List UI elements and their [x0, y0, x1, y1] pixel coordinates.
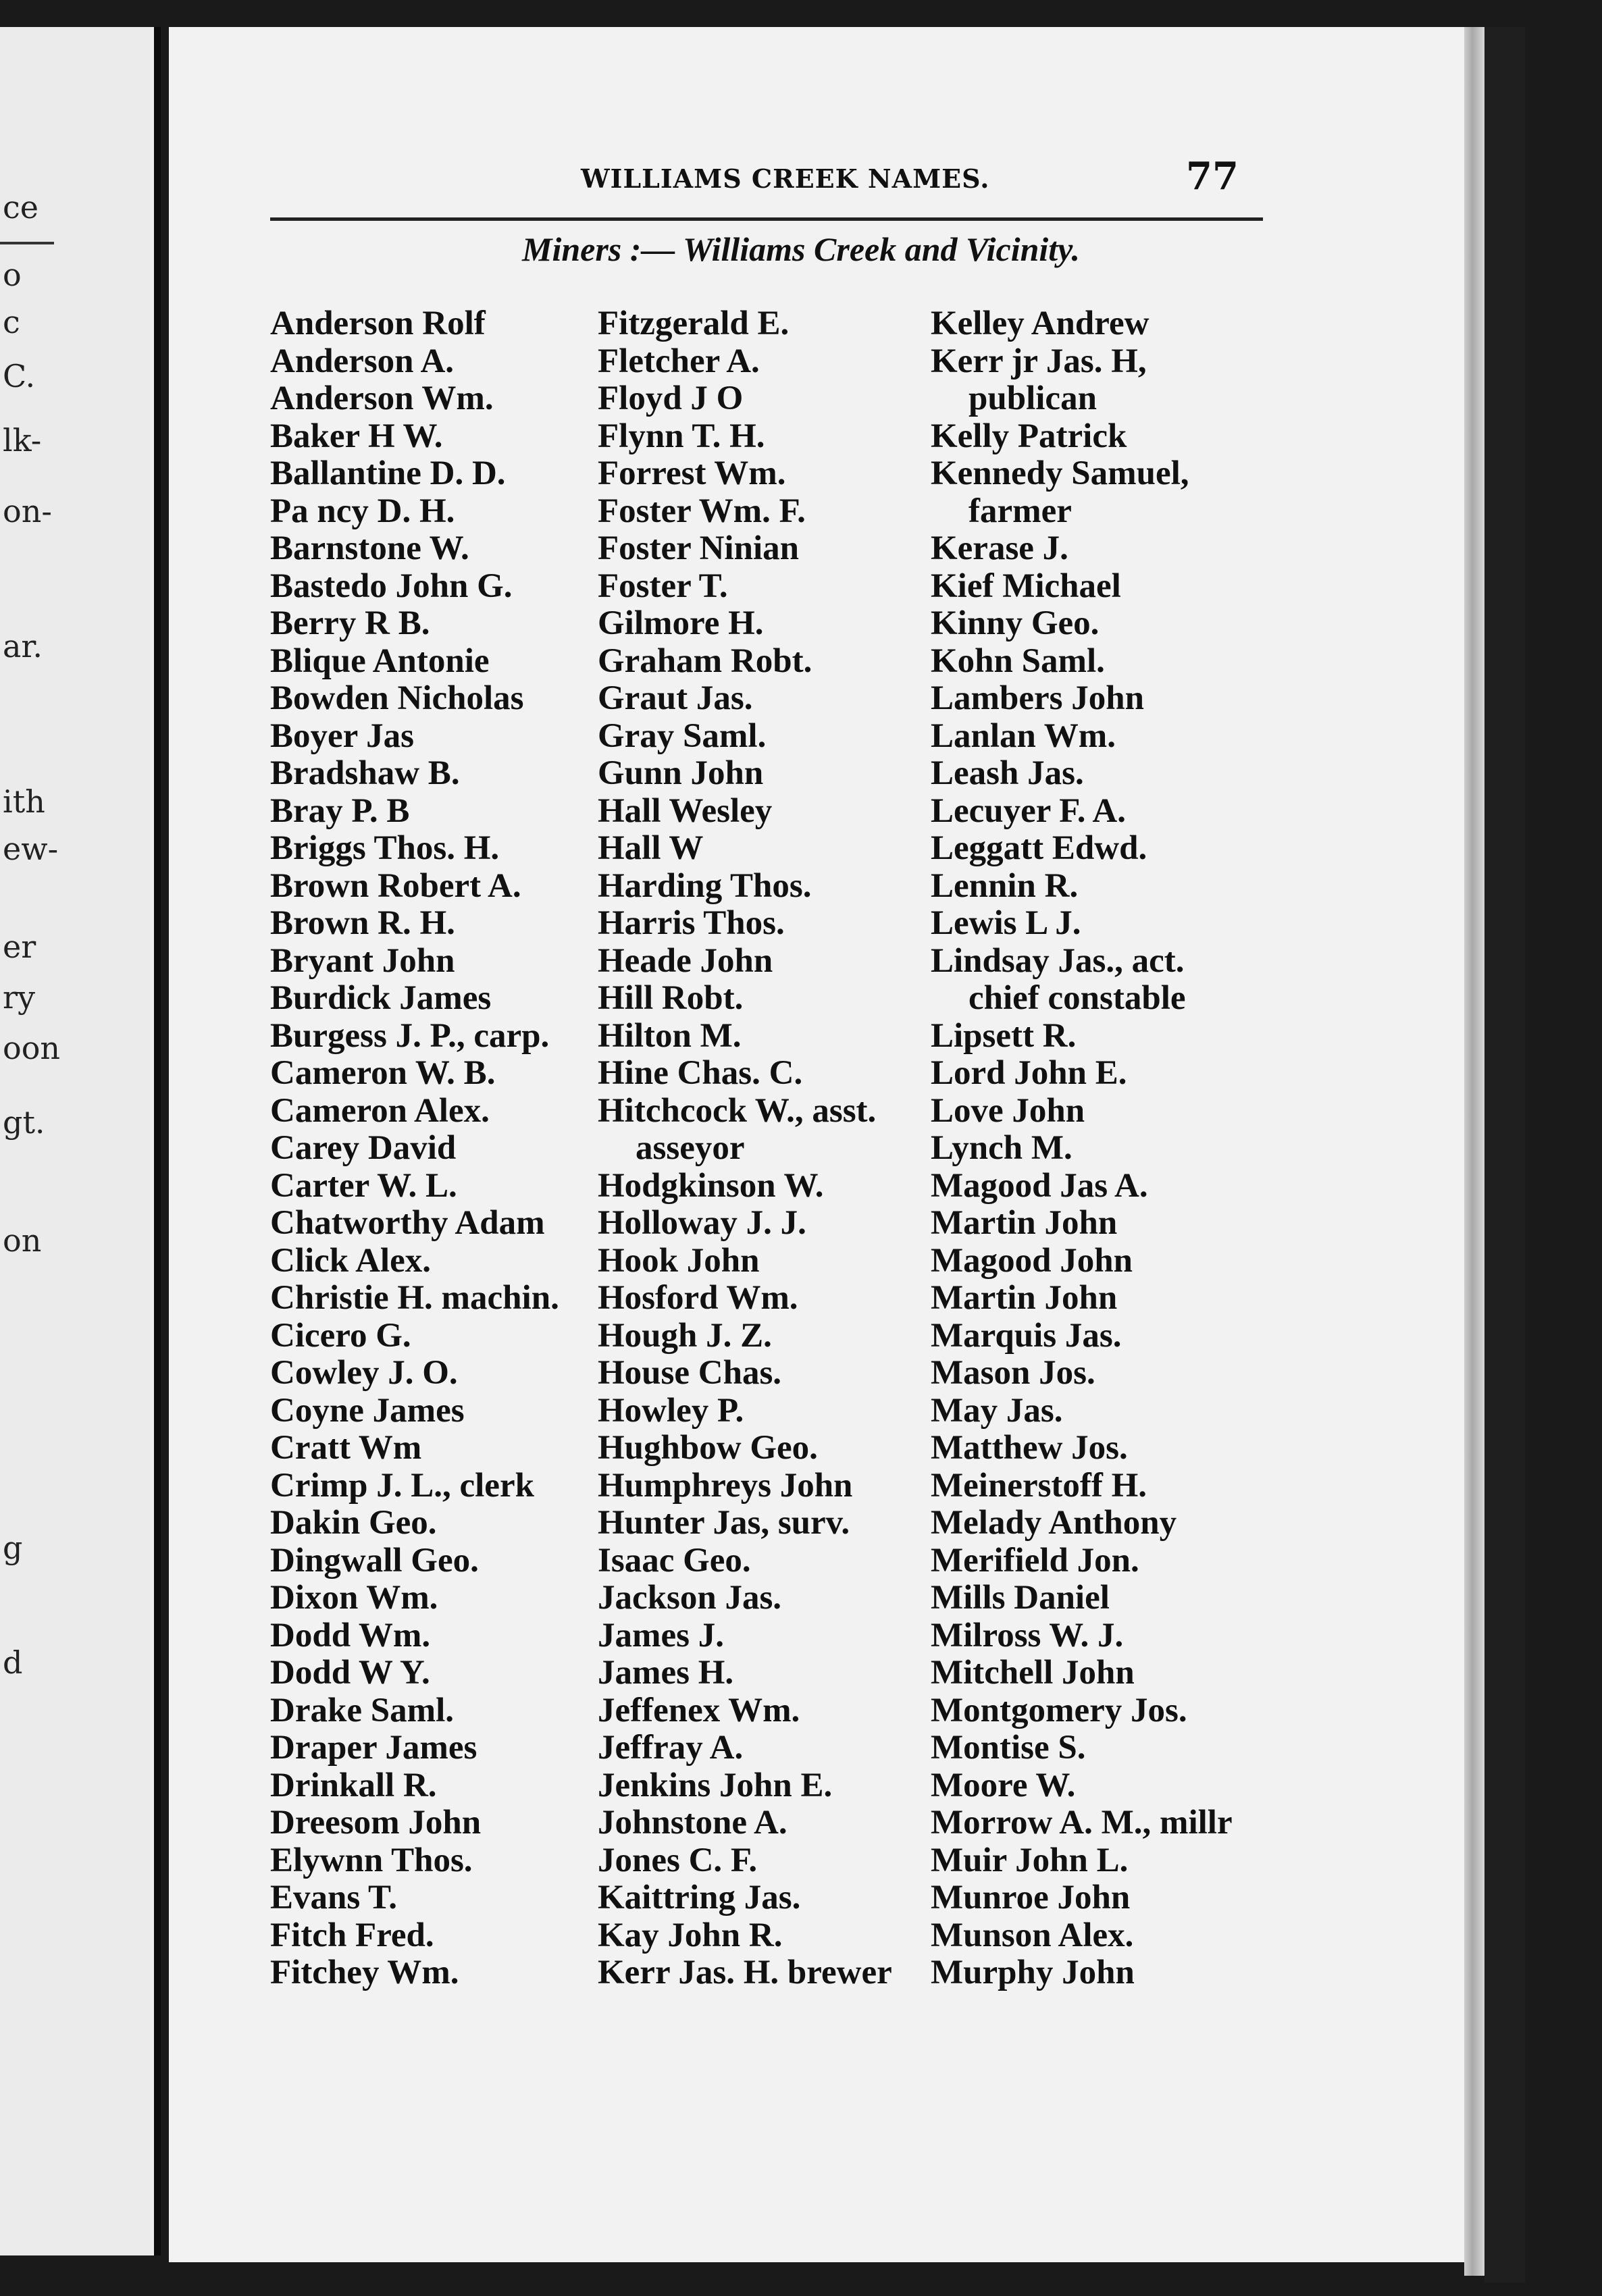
directory-entry: Hine Chas. C. — [598, 1054, 803, 1092]
directory-entry: Barnstone W. — [270, 529, 469, 567]
page-number: 77 — [1186, 154, 1239, 199]
left-page-text-fragment: on- — [3, 493, 52, 529]
directory-entry: Muir John L. — [931, 1841, 1129, 1879]
left-page-text-fragment: ew- — [3, 831, 59, 867]
directory-entry: Cameron Alex. — [270, 1091, 490, 1130]
directory-entry: Briggs Thos. H. — [270, 829, 500, 867]
directory-entry: Kelly Patrick — [931, 417, 1127, 455]
directory-entry: Mitchell John — [931, 1654, 1135, 1692]
directory-entry: Click Alex. — [270, 1241, 431, 1280]
directory-entry: Evans T. — [270, 1879, 398, 1916]
directory-entry: Anderson Rolf — [270, 305, 486, 342]
directory-entry: May Jas. — [931, 1391, 1063, 1430]
directory-entry: Moore W. — [931, 1766, 1076, 1804]
left-page-text-fragment: ar. — [3, 628, 43, 664]
running-header: WILLIAMS CREEK NAMES. — [581, 163, 990, 194]
directory-entry: Lord John E. — [931, 1054, 1127, 1092]
directory-entry: Jenkins John E. — [598, 1766, 833, 1804]
directory-entry: Anderson A. — [270, 342, 455, 380]
directory-entry: Foster T. — [598, 567, 728, 605]
directory-entry: Foster Wm. F. — [598, 492, 806, 530]
left-page-text-fragment: ry — [3, 979, 35, 1016]
directory-entry: Gilmore H. — [598, 604, 764, 642]
directory-entry: Carey David — [270, 1129, 457, 1167]
directory-entry: Love John — [931, 1091, 1085, 1130]
name-column-1 — [270, 305, 594, 1992]
directory-entry: Berry R B. — [270, 604, 430, 642]
name-column-3 — [931, 305, 1282, 1992]
directory-entry: Hunter Jas, surv. — [598, 1504, 850, 1542]
section-heading: Miners :— Williams Creek and Vicinity. — [521, 230, 1081, 268]
directory-entry: farmer — [968, 492, 1072, 530]
directory-entry: Martin John — [931, 1204, 1118, 1242]
left-page-text-fragment: on — [3, 1222, 42, 1259]
directory-entry: Humphreys John — [598, 1466, 853, 1505]
directory-entry: Carter W. L. — [270, 1166, 457, 1205]
left-page-text-fragment: C. — [3, 358, 36, 394]
directory-entry: Jones C. F. — [598, 1841, 758, 1879]
left-page-text-fragment: g — [3, 1530, 23, 1566]
directory-entry: Ballantine D. D. — [270, 454, 506, 492]
directory-entry: asseyor — [636, 1129, 745, 1167]
directory-entry: Montgomery Jos. — [931, 1691, 1187, 1729]
directory-entry: Blique Antonie — [270, 642, 490, 680]
directory-entry: Hough J. Z. — [598, 1316, 772, 1355]
directory-entry: Dixon Wm. — [270, 1579, 438, 1617]
directory-entry: Hall W — [598, 829, 704, 867]
directory-entry: chief constable — [968, 979, 1186, 1017]
left-page-text-fragment: oon — [3, 1030, 61, 1066]
directory-entry: Draper James — [270, 1729, 477, 1767]
directory-entry: Heade John — [598, 941, 773, 980]
directory-entry: Hughbow Geo. — [598, 1429, 818, 1467]
directory-entry: Montise S. — [931, 1729, 1086, 1767]
directory-entry: Gunn John — [598, 754, 764, 792]
directory-entry: Cameron W. B. — [270, 1054, 496, 1092]
directory-entry: Leash Jas. — [931, 754, 1084, 792]
directory-entry: James J. — [598, 1616, 724, 1654]
directory-entry: Lynch M. — [931, 1129, 1073, 1167]
directory-entry: Bryant John — [270, 941, 455, 980]
directory-entry: Dreesom John — [270, 1804, 482, 1842]
directory-entry: Howley P. — [598, 1391, 744, 1430]
directory-entry: Elywnn Thos. — [270, 1841, 473, 1879]
directory-entry: Anderson Wm. — [270, 380, 494, 417]
directory-entry: Fitch Fred. — [270, 1916, 434, 1954]
directory-entry: Magood Jas A. — [931, 1166, 1148, 1205]
directory-entry: Floyd J O — [598, 380, 744, 417]
directory-entry: Lennin R. — [931, 866, 1079, 905]
directory-entry: Drake Saml. — [270, 1691, 454, 1729]
left-page-text-fragment: lk- — [3, 422, 42, 459]
directory-entry: Bray P. B — [270, 791, 410, 830]
directory-entry: Matthew Jos. — [931, 1429, 1128, 1467]
directory-entry: Jeffray A. — [598, 1729, 744, 1767]
directory-entry: Harding Thos. — [598, 866, 812, 905]
directory-entry: James H. — [598, 1654, 734, 1692]
left-page-text-fragment: gt. — [3, 1104, 45, 1141]
directory-entry: Hook John — [598, 1241, 760, 1280]
directory-entry: Cicero G. — [270, 1316, 411, 1355]
directory-entry: Foster Ninian — [598, 529, 799, 567]
directory-entry: Kerase J. — [931, 529, 1068, 567]
directory-entry: Flynn T. H. — [598, 417, 765, 455]
directory-entry: Fletcher A. — [598, 342, 760, 380]
directory-entry: Kinny Geo. — [931, 604, 1100, 642]
directory-entry: House Chas. — [598, 1354, 782, 1392]
directory-entry: Dodd Wm. — [270, 1616, 431, 1654]
directory-entry: Isaac Geo. — [598, 1541, 751, 1580]
directory-entry: Gray Saml. — [598, 716, 767, 755]
directory-entry: Bastedo John G. — [270, 567, 513, 605]
directory-entry: Kief Michael — [931, 567, 1121, 605]
binding-edge — [1484, 27, 1525, 2282]
directory-entry: Pa ncy D. H. — [270, 492, 455, 530]
directory-entry: Lanlan Wm. — [931, 716, 1116, 755]
directory-entry: Merifield Jon. — [931, 1541, 1139, 1580]
left-page-text-fragment: o — [3, 257, 22, 293]
directory-entry: Hosford Wm. — [598, 1279, 798, 1317]
left-page-text-fragment: d — [3, 1644, 23, 1681]
directory-entry: Johnstone A. — [598, 1804, 787, 1842]
left-page-fragment — [0, 27, 161, 2255]
directory-entry: Marquis Jas. — [931, 1316, 1122, 1355]
directory-entry: Burdick James — [270, 979, 492, 1017]
directory-entry: Hall Wesley — [598, 791, 773, 830]
left-page-text-fragment: ith — [3, 783, 45, 820]
directory-entry: Graham Robt. — [598, 642, 812, 680]
directory-entry: Cowley J. O. — [270, 1354, 458, 1392]
directory-entry: Brown Robert A. — [270, 866, 521, 905]
directory-entry: Melady Anthony — [931, 1504, 1177, 1542]
directory-entry: Milross W. J. — [931, 1616, 1124, 1654]
header-rule — [270, 217, 1263, 221]
directory-entry: Holloway J. J. — [598, 1204, 806, 1242]
directory-entry: Kohn Saml. — [931, 642, 1105, 680]
directory-entry: Lindsay Jas., act. — [931, 941, 1185, 980]
directory-entry: Kaittring Jas. — [598, 1879, 801, 1916]
directory-entry: Mason Jos. — [931, 1354, 1095, 1392]
directory-entry: publican — [968, 380, 1097, 417]
directory-entry: Kerr Jas. H. brewer — [598, 1954, 892, 1991]
directory-entry: Kay John R. — [598, 1916, 783, 1954]
name-column-2 — [598, 305, 929, 1992]
directory-entry: Magood John — [931, 1241, 1133, 1280]
left-page-text-fragment: er — [3, 929, 36, 965]
directory-entry: Martin John — [931, 1279, 1118, 1317]
directory-entry: Kelley Andrew — [931, 305, 1149, 342]
directory-entry: Bradshaw B. — [270, 754, 460, 792]
page-edge — [1464, 27, 1484, 2276]
directory-entry: Jeffenex Wm. — [598, 1691, 800, 1729]
directory-entry: Lambers John — [931, 679, 1144, 717]
directory-entry: Meinerstoff H. — [931, 1466, 1147, 1505]
directory-entry: Boyer Jas — [270, 716, 414, 755]
left-page-text-fragment: ce — [3, 189, 38, 226]
directory-entry: Bowden Nicholas — [270, 679, 524, 717]
directory-entry: Dodd W Y. — [270, 1654, 430, 1692]
directory-entry: Lipsett R. — [931, 1016, 1077, 1055]
directory-entry: Hitchcock W., asst. — [598, 1091, 877, 1130]
directory-entry: Coyne James — [270, 1391, 465, 1430]
directory-entry: Leggatt Edwd. — [931, 829, 1147, 867]
left-page-text-fragment: c — [3, 304, 20, 340]
directory-entry: Brown R. H. — [270, 904, 455, 942]
directory-entry: Fitchey Wm. — [270, 1954, 459, 1991]
directory-entry: Cratt Wm — [270, 1429, 422, 1467]
directory-entry: Hill Robt. — [598, 979, 744, 1017]
directory-entry: Dakin Geo. — [270, 1504, 437, 1542]
directory-entry: Morrow A. M., millr — [931, 1804, 1233, 1842]
directory-entry: Chatworthy Adam — [270, 1204, 545, 1242]
directory-entry: Burgess J. P., carp. — [270, 1016, 550, 1055]
directory-entry: Dingwall Geo. — [270, 1541, 479, 1580]
directory-entry: Christie H. machin. — [270, 1279, 559, 1317]
directory-entry: Kennedy Samuel, — [931, 454, 1189, 492]
directory-entry: Murphy John — [931, 1954, 1135, 1991]
directory-entry: Graut Jas. — [598, 679, 753, 717]
directory-entry: Lewis L J. — [931, 904, 1081, 942]
directory-entry: Forrest Wm. — [598, 454, 786, 492]
directory-entry: Munroe John — [931, 1879, 1131, 1916]
directory-entry: Drinkall R. — [270, 1766, 437, 1804]
directory-entry: Crimp J. L., clerk — [270, 1466, 534, 1505]
directory-entry: Kerr jr Jas. H, — [931, 342, 1147, 380]
directory-entry: Hodgkinson W. — [598, 1166, 824, 1205]
directory-entry: Jackson Jas. — [598, 1579, 782, 1617]
directory-entry: Fitzgerald E. — [598, 305, 790, 342]
directory-entry: Lecuyer F. A. — [931, 791, 1126, 830]
directory-entry: Munson Alex. — [931, 1916, 1134, 1954]
directory-entry: Mills Daniel — [931, 1579, 1110, 1617]
directory-entry: Harris Thos. — [598, 904, 785, 942]
directory-entry: Hilton M. — [598, 1016, 742, 1055]
directory-entry: Baker H W. — [270, 417, 443, 455]
